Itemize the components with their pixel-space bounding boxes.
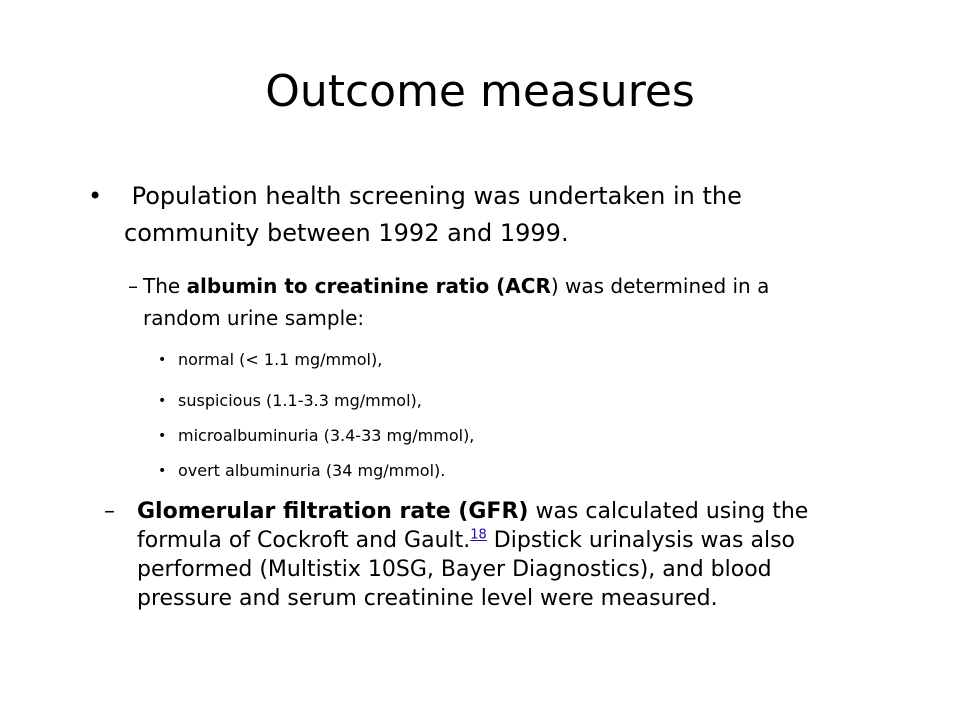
sub1-pre: The [143,274,187,298]
sub1-post: ) was determined in a [550,274,770,298]
bullet1-line2: community between 1992 and 1999. [124,219,569,247]
sub2-line1 [137,497,882,526]
dot-icon: • [158,393,167,409]
dash-icon: – [104,499,115,524]
sub2-post1: was calculated using the [528,499,809,524]
dot-icon: • [158,352,167,368]
sub2-line2-post: Dipstick urinalysis was also [486,528,795,553]
dash-icon: – [128,274,138,298]
sub2-line3: performed (Multistix 10SG, Bayer Diagnostics), and blood [137,557,772,582]
slide-title: Outcome measures [265,66,695,117]
acr-item-normal: normal (< 1.1 mg/mmol), [178,350,383,369]
acr-item-suspicious: suspicious (1.1-3.3 mg/mmol), [178,391,422,410]
sub1-line2: random urine sample: [143,306,365,330]
sub-bullet-gfr [137,497,882,613]
dot-icon: • [158,428,167,444]
reference-link[interactable]: 18 [470,527,487,543]
sub2-line2-pre: formula of Cockroft and Gault. [137,528,471,553]
bullet1-line1: Population health screening was undertaken in the [124,182,742,210]
sub1-line1 [143,270,893,302]
sub2-bold: Glomerular filtration rate (GFR) [137,499,529,524]
dot-icon: • [158,463,167,479]
sub-bullet-acr [143,270,893,334]
sub1-bold: albumin to creatinine ratio (ACR [186,274,551,298]
sub2-line2 [137,526,882,555]
bullet-dot-icon: • [88,182,103,210]
acr-item-microalbuminuria: microalbuminuria (3.4-33 mg/mmol), [178,426,475,445]
acr-item-overt: overt albuminuria (34 mg/mmol). [178,461,446,480]
sub2-line4: pressure and serum creatinine level were measured. [137,586,718,611]
bullet-population-screening [124,178,884,252]
